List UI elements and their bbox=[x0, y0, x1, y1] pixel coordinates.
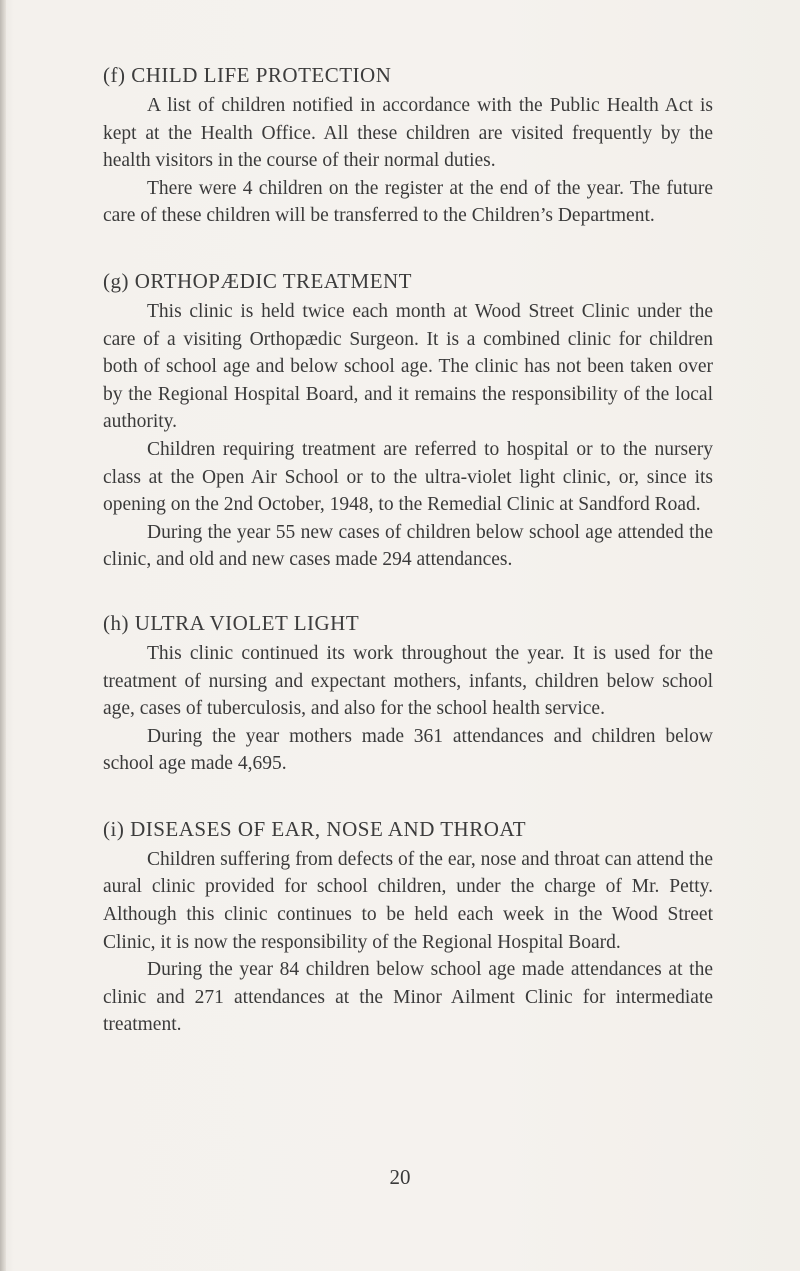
section-ultra-violet-light bbox=[103, 608, 713, 778]
paragraph: During the year mothers made 361 attendances and children below school age made 4,695. bbox=[103, 725, 713, 775]
paragraph: This clinic is held twice each month at Wood Street Clinic under the care of a visiting Orthopædic Surgeon. It is a combined clinic for children both of school age and below school age. The clinic has not been taken over by the Regional Hospital Board, and it remains the responsibility of the local authority. bbox=[103, 300, 713, 433]
page-binding-edge bbox=[0, 0, 6, 1271]
page-number: 20 bbox=[389, 1165, 411, 1189]
paragraph: A list of children notified in accordance with the Public Health Act is kept at the Health Office. All these children are visited frequently by the health visitors in the course of their normal duties. bbox=[103, 95, 713, 172]
paragraph: Children requiring treatment are referred to hospital or to the nursery class at the Open Air School or to the ultra-violet light clinic, or, since its opening on the 2nd October, 1948, to the Remedial Clinic at Sandford Road. bbox=[103, 438, 713, 516]
section-heading: (h) ULTRA VIOLET LIGHT bbox=[103, 610, 360, 635]
paragraph: There were 4 children on the register at the end of the year. The future care of these children will be transferred to the Children’s Department. bbox=[103, 177, 713, 227]
section-orthopaedic-treatment bbox=[103, 266, 713, 574]
paragraph: Children suffering from defects of the ear, nose and throat can attend the aural clinic provided for school children, under the charge of Mr. Petty. Although this clinic continues to be held each week in the Wood Street Clinic, it is now the responsibility of the Regional Hospital Board. bbox=[103, 848, 713, 953]
section-diseases-ear-nose-throat bbox=[103, 814, 713, 1039]
paragraph: This clinic continued its work throughout the year. It is used for the treatment of nursing and expectant mothers, infants, children below school age, cases of tuberculosis, and also for the school health service. bbox=[103, 642, 713, 720]
page-content bbox=[103, 60, 713, 1039]
section-heading: (g) ORTHOPÆDIC TREATMENT bbox=[103, 268, 413, 293]
section-heading: (f) CHILD LIFE PROTECTION bbox=[103, 63, 392, 87]
section-heading: (i) DISEASES OF EAR, NOSE AND THROAT bbox=[103, 816, 527, 841]
paragraph: During the year 84 children below school age made attendances at the clinic and 271 attendances at the Minor Ailment Clinic for intermediate treatment. bbox=[103, 959, 713, 1036]
section-child-life-protection bbox=[103, 60, 713, 230]
paragraph: During the year 55 new cases of children below school age attended the clinic, and old and new cases made 294 attendances. bbox=[103, 521, 713, 571]
